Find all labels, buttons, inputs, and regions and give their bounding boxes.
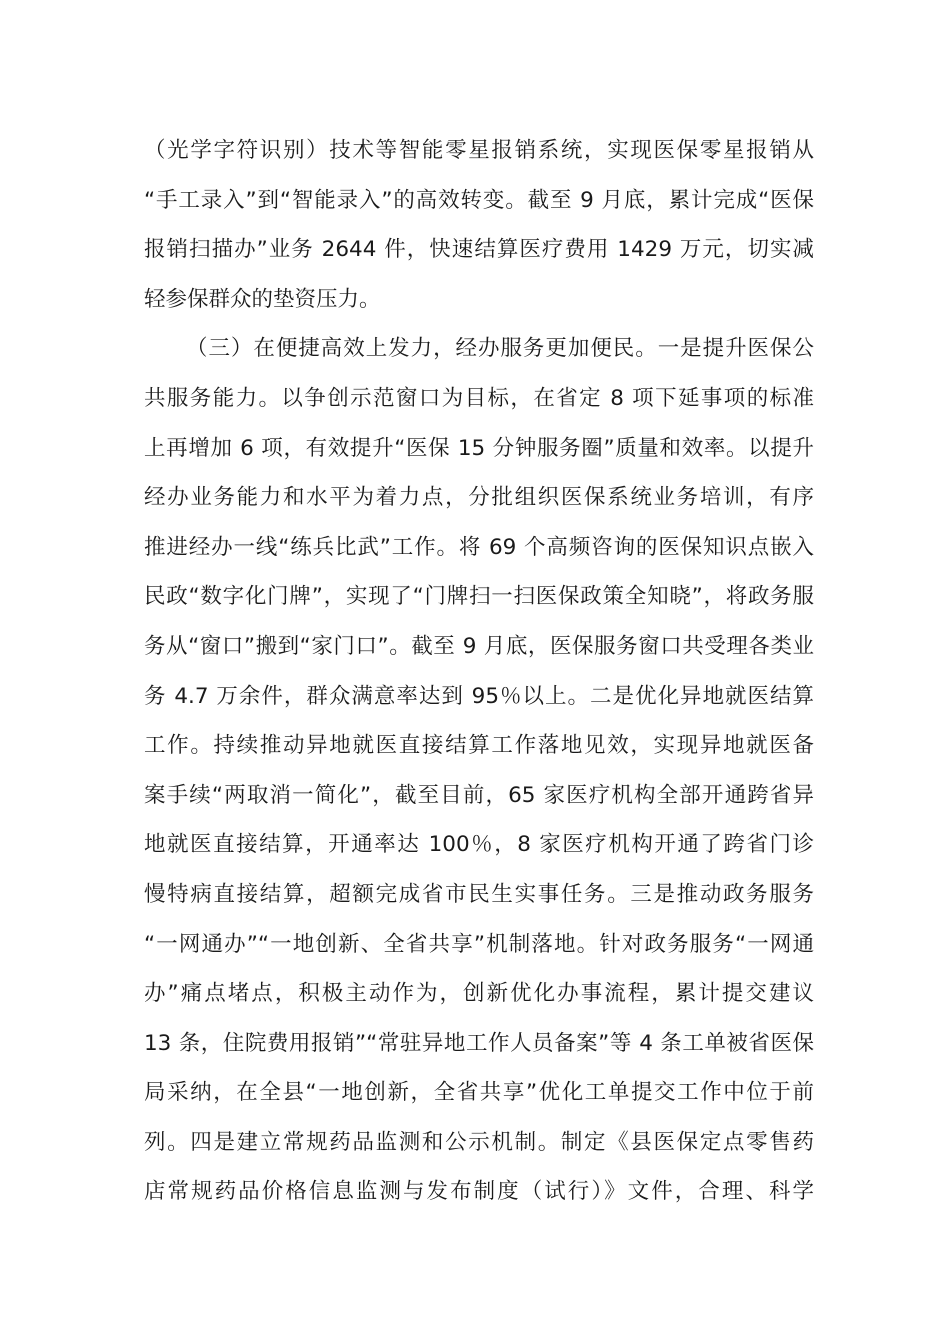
text-line: 店常规药品价格信息监测与发布制度（试行）》文件，合理、科学 (144, 1179, 814, 1205)
text-line: 推进经办一线“练兵比武”工作。将 69 个高频咨询的医保知识点嵌入 (144, 534, 814, 560)
text-line: 共服务能力。以争创示范窗口为目标，在省定 8 项下延事项的标准 (144, 385, 814, 411)
text-line: 务从“窗口”搬到“家门口”。截至 9 月底，医保服务窗口共受理各类业 (144, 633, 814, 659)
text-line: 办”痛点堵点，积极主动作为，创新优化办事流程，累计提交建议 (144, 981, 814, 1007)
text-line: 上再增加 6 项，有效提升“医保 15 分钟服务圈”质量和效率。以提升 (144, 435, 814, 461)
text-line: 局采纳，在全县“一地创新，全省共享”优化工单提交工作中位于前 (144, 1080, 814, 1106)
text-line: “一网通办”“一地创新、全省共享”机制落地。针对政务服务“一网通 (144, 931, 814, 957)
text-line: 轻参保群众的垫资压力。 (144, 286, 381, 312)
text-line: “手工录入”到“智能录入”的高效转变。截至 9 月底，累计完成“医保 (144, 187, 814, 213)
text-line: （三）在便捷高效上发力，经办服务更加便民。一是提升医保公 (186, 336, 814, 362)
paragraph-2 (144, 324, 814, 1217)
text-line: （光学字符识别）技术等智能零星报销系统，实现医保零星报销从 (144, 138, 814, 163)
text-line: 民政“数字化门牌”，实现了“门牌扫一扫医保政策全知晓”，将政务服 (144, 584, 814, 610)
paragraph-1 (144, 126, 814, 324)
text-line: 案手续“两取消一简化”，截至目前，65 家医疗机构全部开通跨省异 (144, 782, 814, 808)
text-line: 13 条，住院费用报销”“常驻异地工作人员备案”等 4 条工单被省医保 (144, 1030, 814, 1056)
text-line: 慢特病直接结算，超额完成省市民生实事任务。三是推动政务服务 (144, 881, 814, 907)
text-line: 经办业务能力和水平为着力点，分批组织医保系统业务培训，有序 (144, 485, 814, 511)
text-line: 务 4.7 万余件，群众满意率达到 95％以上。二是优化异地就医结算 (144, 683, 814, 709)
text-line: 列。四是建立常规药品监测和公示机制。制定《县医保定点零售药 (144, 1129, 814, 1155)
text-line: 地就医直接结算，开通率达 100％，8 家医疗机构开通了跨省门诊 (144, 832, 814, 858)
body-text (144, 126, 814, 1217)
text-line: 工作。持续推动异地就医直接结算工作落地见效，实现异地就医备 (144, 733, 814, 759)
text-line: 报销扫描办”业务 2644 件，快速结算医疗费用 1429 万元，切实减 (144, 237, 814, 263)
